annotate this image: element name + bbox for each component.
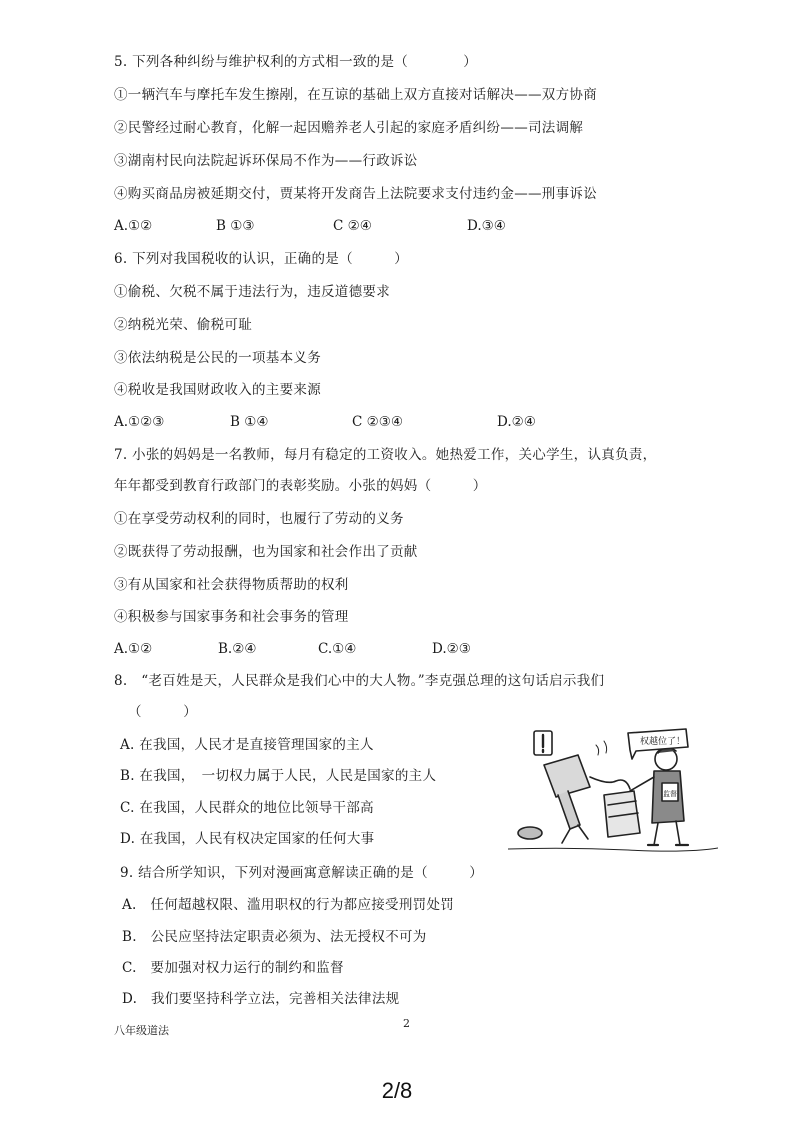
q6-item-4: ④税收是我国财政收入的主要来源 [114,382,321,398]
page-indicator: 2/8 [381,1078,413,1103]
q8-option-c: C. 在我国，人民群众的地位比领导干部高 [120,800,374,816]
q5-option-a: A.①② [114,218,153,234]
q9-option-b: B. 公民应坚持法定职责必须为、法无授权不可为 [122,929,427,945]
q6-option-a: A.①②③ [114,414,165,430]
q7-item-1: ①在享受劳动权利的同时，也履行了劳动的义务 [114,511,404,527]
q7-stem-line-2: 年年都受到教育行政部门的表彰奖励。小张的妈妈（ ） [114,478,487,494]
q7-item-2: ②既获得了劳动报酬，也为国家和社会作出了贡献 [114,544,418,560]
cartoon-bubble-text: 权越位了！ [640,737,686,747]
q7-option-b: B.②④ [218,641,257,657]
q5-stem: 5. 下列各种纠纷与维护权利的方式相一致的是（ ） [114,54,478,70]
q8-option-a: A. 在我国，人民才是直接管理国家的主人 [120,737,374,753]
q6-option-c: C ②③④ [352,414,403,430]
q8-stem-line-2: （ ） [128,704,197,720]
q7-option-a: A.①② [114,641,153,657]
q6-stem: 6. 下列对我国税收的认识，正确的是（ ） [114,251,409,267]
q9-stem: 9. 结合所学知识，下列对漫画寓意解读正确的是（ ） [120,865,484,881]
footer-page-number: 2 [403,1017,410,1030]
q7-item-3: ③有从国家和社会获得物质帮助的权利 [114,577,349,593]
q5-item-1: ①一辆汽车与摩托车发生擦剐，在互谅的基础上双方直接对话解决——双方协商 [114,87,597,103]
q5-option-b: B ①③ [216,218,255,234]
q8-option-b: B. 在我国， 一切权力属于人民，人民是国家的主人 [120,768,437,784]
q6-option-d: D.②④ [497,414,536,430]
q5-item-3: ③湖南村民向法院起诉环保局不作为——行政诉讼 [114,153,418,169]
q7-item-4: ④积极参与国家事务和社会事务的管理 [114,609,349,625]
q5-item-4: ④购买商品房被延期交付，贾某将开发商告上法院要求支付违约金——刑事诉讼 [114,186,597,202]
q6-item-2: ②纳税光荣、偷税可耻 [114,317,252,333]
q9-option-a: A. 任何超越权限、滥用职权的行为都应接受刑罚处罚 [122,897,455,913]
cartoon-badge-text: 监督 [663,790,677,798]
q9-option-c: C. 要加强对权力运行的制约和监督 [122,960,344,976]
q5-option-d: D.③④ [467,218,506,234]
q5-item-2: ②民警经过耐心教育，化解一起因赡养老人引起的家庭矛盾纠纷——司法调解 [114,120,584,136]
q8-stem-line-1: 8. “老百姓是天，人民群众是我们心中的大人物。”李克强总理的这句话启示我们 [114,673,605,689]
q9-option-d: D. 我们要坚持科学立法，完善相关法律法规 [122,991,400,1007]
q7-stem-line-1: 7. 小张的妈妈是一名教师，每月有稳定的工资收入。她热爱工作，关心学生，认真负责， [114,447,657,463]
footer-subject: 八年级道法 [114,1024,169,1037]
q7-option-c: C.①④ [318,641,357,657]
q6-item-1: ①偷税、欠税不属于违法行为，违反道德要求 [114,284,390,300]
cartoon-illustration [508,725,718,853]
q6-item-3: ③依法纳税是公民的一项基本义务 [114,350,321,366]
q5-option-c: C ②④ [333,218,372,234]
q8-option-d: D. 在我国，人民有权决定国家的任何大事 [120,831,375,847]
q7-option-d: D.②③ [432,641,471,657]
q6-option-b: B ①④ [230,414,269,430]
